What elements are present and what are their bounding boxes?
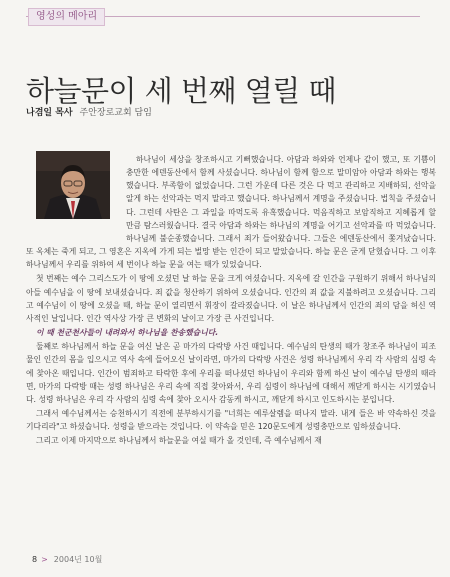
paragraph-2: 첫 번째는 예수 그리스도가 이 땅에 오셨던 날 하늘 문을 크게 여셨습니다. 지옥에 갈 인간을 구원하기 위해서 하나님의 아들 예수님을 이 땅에 보내셨습니다. 죄 값을 청산하기 위하여 오셨습니다. 인간의 죄 값을 지불하려고 오셨습니다. 그리고 예수님이 이 땅에 오셨을 때, 하늘 문이 열리면서 휘장이 갈라졌습니다. 이 날은 하나님께서 인간의 죄의 담을 허신 역사적인 날입니다. 인간 역사상 가장 큰 변화의 날이고 가장 큰 사건입니다. bbox=[26, 274, 436, 323]
photo-spacer bbox=[26, 153, 126, 233]
paragraph-1: 하나님이 세상을 창조하시고 기뻐했습니다. 아담과 하와와 언제나 같이 했고, 또 기쁨이 충만한 에덴동산에서 함께 사셨습니다. 하나님이 함께 함으로 말미암아 아담과 하와는 행복했습니다. 부족함이 없었습니다. 그런 가운데 다른 것은 다 먹고 관리하고 지배하되, 선악을 알게 하는 선악과는 먹지 말라고 했습니다. 하나님께서 계명을 주셨습니다. 법칙을 주셨습니다. 그런데 사탄은 그 과일을 따먹도록 유혹했습니다. 먹음직하고 보암직하고 지혜롭게 할 만큼 탐스러웠습니다. 결국 아담과 하와는 하나님의 계명을 어기고 선악과를 따 먹었습니다. 하나님께 불순종했습니다. 그래서 죄가 들어왔습니다. 그들은 에덴동산에서 쫓겨났습니다. 또 옥체는 죽게 되고, 그 영혼은 지옥에 가게 되는 벌망 받는 인간이 되고 말았습니다. 하늘 문은 굳게 닫혔습니다. 그 이후 하나님께서 우리를 위하여 세 번이나 하늘 문을 여는 때가 있었습니다. bbox=[26, 155, 436, 270]
issue-date: 2004년 10월 bbox=[53, 555, 103, 564]
page-number: 8 bbox=[32, 555, 38, 564]
author-name: 나겸일 목사 bbox=[26, 108, 73, 118]
paragraph-5: 그리고 이제 마지막으로 하나님께서 하늘문을 여실 때가 올 것인데, 즉 예수님께서 재 bbox=[36, 436, 322, 446]
article-title: 하늘문이 세 번째 열릴 때 bbox=[26, 74, 337, 109]
author-role: 주안장로교회 담임 bbox=[79, 108, 152, 118]
chevron-right-icon: > bbox=[41, 555, 48, 564]
paragraph-3: 둘째로 하나님께서 하늘 문을 여신 날은 곧 마가의 다락방 사건 때입니다. 예수님의 탄생의 때가 창조주 하나님이 피조물인 인간의 몸을 입으시고 역사 속에 들어오신 날이라면, 마가의 다락방 사건은 성령 하나님께서 우리 각 사람의 심령 속에 찾아온 때입니다. 인간이 범죄하고 타락한 후에 우리를 떠나셨던 하나님이 우리와 함께 하신 날이 예수님 탄생의 때라면, 마가의 다락방 때는 성령 하나님은 우리 속에 직접 찾아와서, 우리 심령이 하나님에 대해서 깨닫게 하시는 시기였습니다. 성령 하나님은 우리 각 사람의 심령 속에 찾아 오시사 감동케 하시고, 깨닫게 하시고 인도하시는 분입니다. bbox=[26, 342, 436, 404]
section-label: 영성의 메아리 bbox=[28, 8, 105, 26]
article-body bbox=[26, 153, 436, 447]
paragraph-highlight: 이 때 천군천사들이 내려와서 하나님을 찬송했습니다. bbox=[36, 328, 219, 338]
page-footer bbox=[32, 554, 102, 565]
paragraph-4: 그래서 예수님께서는 승천하시기 직전에 분부하시기를 "너희는 예루살렘을 떠나지 말라. 내게 들은 바 약속하신 것을 기다리라"고 하셨습니다. 성령을 받으라는 것입니다. 이 약속을 믿은 120문도에게 성령충만으로 임하셨습니다. bbox=[26, 408, 436, 432]
byline bbox=[26, 105, 152, 118]
